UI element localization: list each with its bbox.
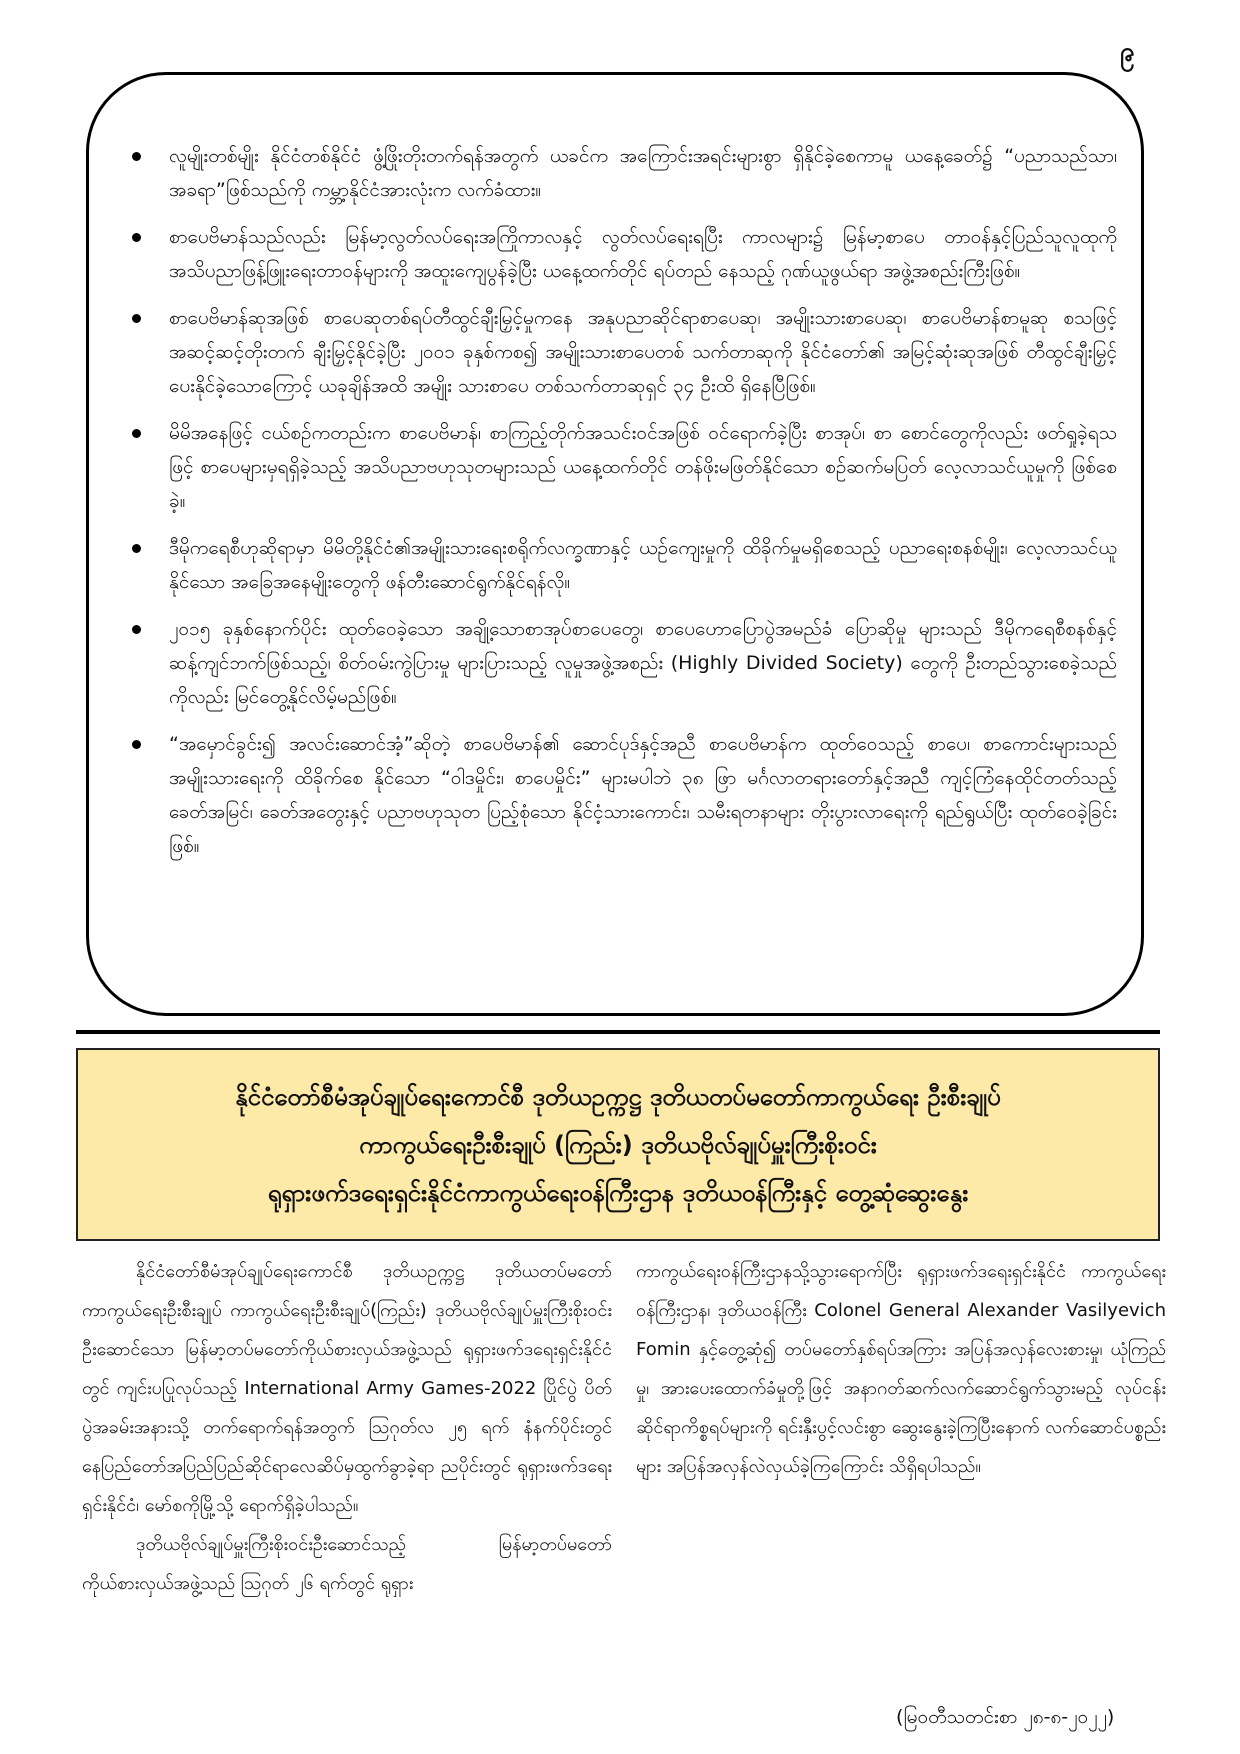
article-paragraph: ကာကွယ်ရေးဝန်ကြီးဌာနသို့သွားရောက်ပြီး ရုရှားဖက်ဒရေးရှင်းနိုင်ငံ ကာကွယ်ရေးဝန်ကြီးဌာန၊ ဒုတိယဝန်ကြီး Colonel General Alexander Vasilyevich Fomin နှင့်တွေ့ဆုံ၍ တပ်မတော်နှစ်ရပ်အကြား အပြန်အလှန်လေးစားမှု၊ ယုံကြည်မှု၊ အားပေးထောက်ခံမှုတို့ဖြင့် အနာဂတ်ဆက်လက်ဆောင်ရွက်သွားမည့် လုပ်ငန်းဆိုင်ရာကိစ္စရပ်များကို ရင်းနှီးပွင့်လင်းစွာ ဆွေးနွေးခဲ့ကြပြီးနောက် လက်ဆောင်ပစ္စည်းများ အပြန်အလှန်လဲလှယ်ခဲ့ကြကြောင်း သိရှိရပါသည်။ <box>636 1261 1166 1477</box>
bullet-text: စာပေဗိမာန်ဆုအဖြစ် စာပေဆုတစ်ရပ်တီထွင်ချီးမြှင့်မှုကနေ အနုပညာဆိုင်ရာစာပေဆု၊ အမျိုးသားစာပေဆု၊ စာပေဗိမာန်စာမူဆု စသဖြင့် အဆင့်ဆင့်တိုးတက် ချီးမြှင့်နိုင်ခဲ့ပြီး ၂၀၀၁ ခုနှစ်ကစ၍ အမျိုးသားစာပေတစ် သက်တာဆုကို နိုင်ငံတော်၏ အမြင့်ဆုံးဆုအဖြစ် တီထွင်ချီးမြှင့်ပေးနိုင်ခဲ့သောကြောင့် ယခုချိန်အထိ အမျိုး သားစာပေ တစ်သက်တာဆုရှင် ၃၄ ဦးထိ ရှိနေပြီဖြစ်။ <box>169 307 1117 397</box>
list-item <box>127 727 1117 863</box>
article-paragraph: နိုင်ငံတော်စီမံအုပ်ချုပ်ရေးကောင်စီ ဒုတိယဥက္ကဋ္ဌ ဒုတိယတပ်မတော်ကာကွယ်ရေးဦးစီးချုပ် ကာကွယ်ရေးဦးစီးချုပ်(ကြည်း) ဒုတိယဗိုလ်ချုပ်မှူးကြီးစိုးဝင်း ဦးဆောင်သော မြန်မာ့တပ်မတော်ကိုယ်စားလှယ်အဖွဲ့သည် ရုရှားဖက်ဒရေးရှင်းနိုင်ငံတွင် ကျင်းပပြုလုပ်သည့် International Army Games-2022 ပြိုင်ပွဲ ပိတ်ပွဲအခမ်းအနားသို့ တက်ရောက်ရန်အတွက် ဩဂုတ်လ ၂၅ ရက် နံနက်ပိုင်းတွင် နေပြည်တော်အပြည်ပြည်ဆိုင်ရာလေဆိပ်မှထွက်ခွာခဲ့ရာ ညပိုင်းတွင် ရုရှားဖက်ဒရေးရှင်းနိုင်ငံ၊ မော်စကိုမြို့သို့ ရောက်ရှိခဲ့ပါသည်။ <box>82 1261 612 1516</box>
headline-line-3: ရုရှားဖက်ဒရေးရှင်းနိုင်ငံကာကွယ်ရေးဝန်ကြီးဌာန ဒုတိယဝန်ကြီးနှင့် တွေ့ဆုံဆွေးနွေး <box>267 1178 969 1207</box>
list-item <box>127 416 1117 518</box>
list-item <box>127 139 1117 207</box>
article-column-left <box>82 1252 612 1603</box>
headline-line-1: နိုင်ငံတော်စီမံအုပ်ချုပ်ရေးကောင်စီ ဒုတိယဥက္ကဋ္ဌ ဒုတိယတပ်မတော်ကာကွယ်ရေး ဦးစီးချုပ် <box>235 1082 1001 1111</box>
bullet-icon <box>132 740 141 749</box>
bullet-icon <box>132 544 141 553</box>
bullet-icon <box>132 429 141 438</box>
bullet-icon <box>132 152 141 161</box>
article-paragraph: ဒုတိယဗိုလ်ချုပ်မှူးကြီးစိုးဝင်းဦးဆောင်သည့် မြန်မာ့တပ်မတော်ကိုယ်စားလှယ်အဖွဲ့သည် ဩဂုတ် ၂၆ ရက်တွင် ရုရှား <box>82 1534 612 1594</box>
page-number: ၉ <box>1120 37 1135 67</box>
list-item <box>127 612 1117 714</box>
article-column-right <box>636 1252 1166 1486</box>
list-item <box>127 531 1117 599</box>
bullet-icon <box>132 314 141 323</box>
bullet-icon <box>132 233 141 242</box>
source-citation: (မြဝတီသတင်းစာ ၂၈-၈-၂၀၂၂) <box>896 1706 1115 1728</box>
section-divider <box>76 1030 1160 1034</box>
news-headline-box <box>76 1048 1160 1241</box>
list-item <box>127 301 1117 403</box>
bullet-text: မိမိအနေဖြင့် ငယ်စဉ်ကတည်းက စာပေဗိမာန်၊ စာကြည့်တိုက်အသင်းဝင်အဖြစ် ဝင်ရောက်ခဲ့ပြီး စာအုပ်၊ စာ စောင်တွေကိုလည်း ဖတ်ရှုခဲ့ရသဖြင့် စာပေများမှရရှိခဲ့သည့် အသိပညာဗဟုသုတများသည် ယနေ့ထက်တိုင် တန်ဖိုးမဖြတ်နိုင်သော စဉ်ဆက်မပြတ် လေ့လာသင်ယူမှုကို ဖြစ်စေခဲ့။ <box>169 422 1117 512</box>
headline-line-2: ကာကွယ်ရေးဦးစီးချုပ် (ကြည်း) ဒုတိယဗိုလ်ချုပ်မှူးကြီးစိုးဝင်း <box>359 1130 877 1159</box>
bullet-text: ဒီမိုကရေစီဟုဆိုရာမှာ မိမိတို့နိုင်ငံ၏အမျိုးသားရေးစရိုက်လက္ခဏာနှင့် ယဉ်ကျေးမှုကို ထိခိုက်မှုမရှိစေသည့် ပညာရေးစနစ်မျိုး၊ လေ့လာသင်ယူနိုင်သော အခြေအနေမျိုးတွေကို ဖန်တီးဆောင်ရွက်နိုင်ရန်လို။ <box>169 537 1117 593</box>
bullet-text: စာပေဗိမာန်သည်လည်း မြန်မာ့လွတ်လပ်ရေးအကြိုကာလနှင့် လွတ်လပ်ရေးရပြီး ကာလများ၌ မြန်မာ့စာပေ တာဝန်နှင့်ပြည်သူလူထုကို အသိပညာဖြန့်ဖြူးရေးတာဝန်များကို အထူးကျေပွန်ခဲ့ပြီး ယနေ့ထက်တိုင် ရပ်တည် နေသည့် ဂုဏ်ယူဖွယ်ရာ အဖွဲ့အစည်းကြီးဖြစ်။ <box>169 226 1117 282</box>
key-points-box <box>86 72 1144 1016</box>
list-item <box>127 220 1117 288</box>
bullet-text: “အမှောင်ခွင်း၍ အလင်းဆောင်အံ့”ဆိုတဲ့ စာပေဗိမာန်၏ ဆောင်ပုဒ်နှင့်အညီ စာပေဗိမာန်က ထုတ်ဝေသည့် စာပေ၊ စာကောင်းများသည် အမျိုးသားရေးကို ထိခိုက်စေ နိုင်သော “ဝါဒမှိုင်း၊ စာပေမှိုင်း” များမပါဘဲ ၃၈ ဖြာ မင်္ဂလာတရားတော်နှင့်အညီ ကျင့်ကြံနေထိုင်တတ်သည့် ခေတ်အမြင်၊ ခေတ်အတွေးနှင့် ပညာဗဟုသုတ ပြည့်စုံသော နိုင်ငံ့သားကောင်း၊ သမီးရတနာများ တိုးပွားလာရေးကို ရည်ရွယ်ပြီး ထုတ်ဝေခဲ့ခြင်းဖြစ်။ <box>169 733 1117 857</box>
key-points-list <box>127 139 1117 876</box>
bullet-text: လူမျိုးတစ်မျိုး နိုင်ငံတစ်နိုင်ငံ ဖွံ့ဖြိုးတိုးတက်ရန်အတွက် ယခင်က အကြောင်းအရင်းများစွာ ရှိနိုင်ခဲ့စေကာမူ ယနေ့ခေတ်၌ “ပညာသည်သာ၊ အခရာ”ဖြစ်သည်ကို ကမ္ဘာ့နိုင်ငံအားလုံးက လက်ခံထား။ <box>169 145 1117 201</box>
bullet-text: ၂၀၁၅ ခုနှစ်နောက်ပိုင်း ထုတ်ဝေခဲ့သော အချို့သောစာအုပ်စာပေတွေ၊ စာပေဟောပြောပွဲအမည်ခံ ပြောဆိုမှု များသည် ဒီမိုကရေစီစနစ်နှင့် ဆန့်ကျင်ဘက်ဖြစ်သည့်၊ စိတ်ဝမ်းကွဲပြားမှု များပြားသည့် လူမှုအဖွဲ့အစည်း (Highly Divided Society) တွေကို ဦးတည်သွားစေခဲ့သည်ကိုလည်း မြင်တွေ့နိုင်လိမ့်မည်ဖြစ်။ <box>169 618 1117 708</box>
bullet-icon <box>132 625 141 634</box>
